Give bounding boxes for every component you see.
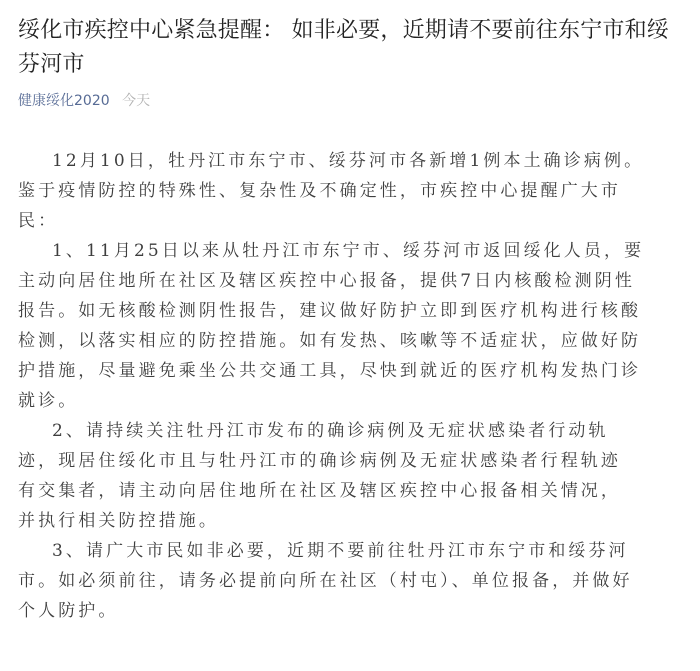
paragraph-item-1: 1、11月25日以来从牡丹江市东宁市、绥芬河市返回绥化人员，要 主动向居住地所在社区及辖区疾控中心报备，提供7日内核酸检测阴性 报告。如无核酸检测阴性报告，建议做好防护立即到医疗机构进行核酸 检测，以落实相应的防控措施。如有发热、咳嗽等不适症状，应做好防 护措施，尽量避免乘坐公共交通工具，尽快到就近的医疗机构发热门诊 就诊。 (18, 241, 645, 411)
paragraph-intro: 12月10日，牡丹江市东宁市、绥芬河市各新增1例本土确诊病例。 鉴于疫情防控的特殊性、复杂性及不确定性，市疾控中心提醒广大市 民： (18, 151, 645, 231)
paragraph-item-2: 2、请持续关注牡丹江市发布的确诊病例及无症状感染者行动轨 迹，现居住绥化市且与牡丹江市的确诊病例及无症状感染者行程轨迹 有交集者，请主动向居住地所在社区及辖区疾控中心报备相关情况， 并执行相关防控措施。 (18, 421, 621, 531)
article-title: 绥化市疾控中心紧急提醒： 如非必要，近期请不要前往东宁市和绥 芬河市 (18, 18, 669, 77)
publish-date: 今天 (122, 93, 151, 109)
article-meta (18, 91, 150, 111)
paragraph-item-3: 3、请广大市民如非必要，近期不要前往牡丹江市东宁市和绥芬河 市。如必须前往，请务必提前向所在社区（村屯）、单位报备，并做好 个人防护。 (18, 541, 633, 621)
article-content (18, 146, 688, 626)
account-name-link[interactable]: 健康绥化2020 (18, 93, 110, 109)
